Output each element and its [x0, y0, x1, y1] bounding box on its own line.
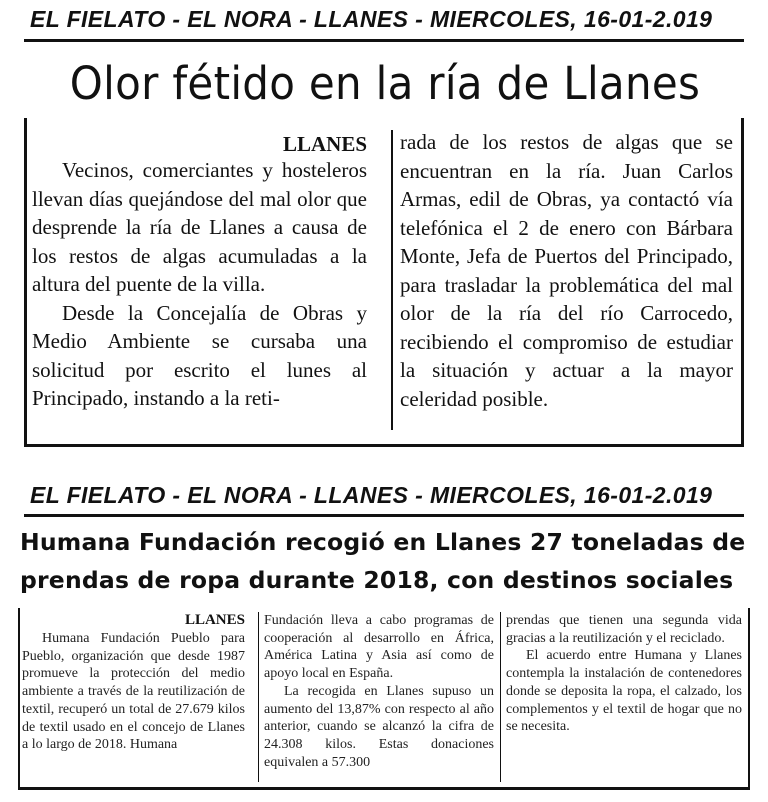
article-column-2 [264, 612, 494, 771]
newspaper-header: EL FIELATO - EL NORA - LLANES - MIERCOLES, 16-01-2.019 [30, 482, 713, 508]
header-rule [24, 514, 744, 517]
column-divider [391, 130, 393, 430]
article-column-1 [22, 630, 245, 754]
article-byline: LLANES [184, 612, 245, 628]
article-headline: Humana Fundación recogió en Llanes 27 toneladas de prendas de ropa durante 2018, con destinos sociales [20, 528, 746, 594]
article-bottom-rule [24, 444, 744, 447]
column-divider [258, 612, 259, 782]
paragraph: prendas que tienen una segunda vida gracias a la reutilización y el reciclado. [506, 613, 742, 646]
paragraph: El acuerdo entre Humana y Llanes contempla la instalación de contenedores donde se deposita la ropa, el calzado, los complementos y el textil de hogar que no se necesita. [506, 648, 742, 735]
paragraph: rada de los restos de algas que se encuentran en la ría. Juan Carlos Armas, edil de Obras, ya contactó vía telefónica el 2 de enero con Bárbara Monte, Jefa de Puertos del Principado, para trasladar la problemática del mal olor de la ría del río Carrocedo, recibiendo el compromiso de estudiar la situación y actuar a la mayor celeridad posible. [400, 130, 733, 411]
article-bottom-rule [18, 787, 750, 790]
header-rule [24, 39, 744, 42]
article-column-1 [32, 156, 367, 413]
paragraph: Desde la Concejalía de Obras y Medio Ambiente se cursaba una solicitud por escrito el lunes al Principado, instando a la reti- [32, 300, 367, 410]
column-divider [500, 612, 501, 782]
article-column-2 [400, 128, 733, 413]
right-border [741, 118, 744, 444]
right-border [748, 608, 750, 788]
paragraph: Fundación lleva a cabo programas de cooperación al desarrollo en África, América Latina y Asia así como de apoyo local en España. [264, 613, 494, 682]
paragraph: La recogida en Llanes supuso un aumento del 13,87% con respecto al año anterior, cuando se alcanzó la cifra de 24.308 kilos. Estas donaciones equivalen a 57.300 [264, 683, 494, 770]
article-column-3 [506, 612, 742, 736]
left-border [18, 608, 20, 788]
paragraph: Vecinos, comerciantes y hosteleros llevan días quejándose del mal olor que desprende la ría de Llanes a causa de los restos de algas acumuladas a la altura del puente de la villa. [32, 158, 367, 296]
paragraph: Humana Fundación Pueblo para Pueblo, organización que desde 1987 promueve la protección del medio ambiente a través de la reutilización de textil, recuperó un total de 27.679 kilos de textil usado en el concejo de Llanes a lo largo de 2018. Humana [22, 631, 245, 753]
newspaper-header: EL FIELATO - EL NORA - LLANES - MIERCOLES, 16-01-2.019 [30, 6, 713, 32]
article-headline: Olor fétido en la ría de Llanes [69, 57, 701, 110]
article-byline: LLANES [282, 132, 367, 156]
left-border [24, 118, 27, 444]
